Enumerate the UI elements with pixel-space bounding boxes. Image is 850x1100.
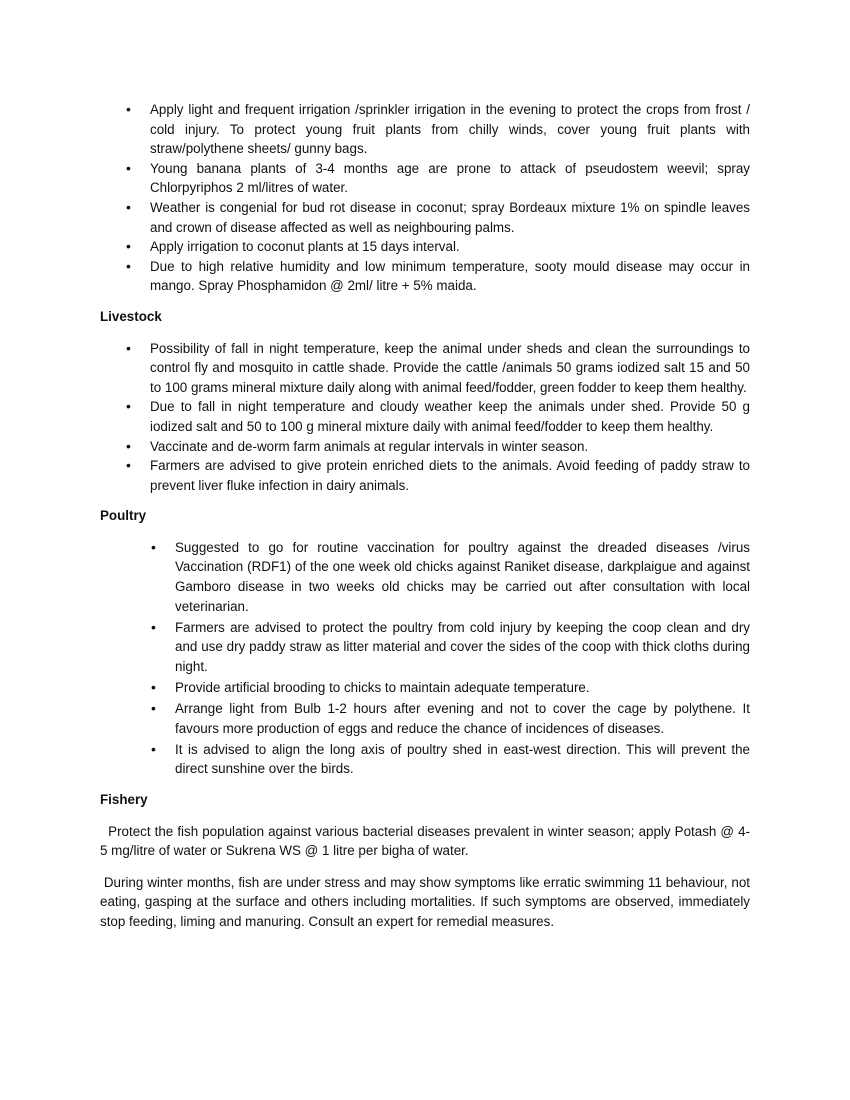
list-item: • Young banana plants of 3-4 months age are prone to attack of pseudostem weevil; spray Chlorpyriphos 2 ml/litres of water. xyxy=(150,159,750,198)
crops-advisory-list xyxy=(100,100,750,296)
list-item: • Due to fall in night temperature and cloudy weather keep the animals under shed. Provide 50 g iodized salt and 50 to 100 g mineral mixture daily with animal feed/fodder to keep them healthy. xyxy=(150,397,750,436)
list-item: • Possibility of fall in night temperature, keep the animal under sheds and clean the surroundings to control fly and mosquito in cattle shade. Provide the cattle /animals 50 grams iodized salt 15 and 50 to 100 grams mineral mixture daily along with animal feed/fodder, green fodder to keep them healthy. xyxy=(150,339,750,398)
fishery-paragraph: Protect the fish population against various bacterial diseases prevalent in winter season; apply Potash @ 4-5 mg/litre of water or Sukrena WS @ 1 litre per bigha of water. xyxy=(100,823,750,859)
poultry-heading: Poultry xyxy=(100,508,147,524)
list-item: • Arrange light from Bulb 1-2 hours after evening and not to cover the cage by polythene. It favours more production of eggs and reduce the chance of incidences of diseases. xyxy=(175,699,750,738)
poultry-advisory-list xyxy=(100,538,750,779)
list-item: • Weather is congenial for bud rot disease in coconut; spray Bordeaux mixture 1% on spindle leaves and crown of disease affected as well as neighbouring palms. xyxy=(150,198,750,237)
fishery-paragraph: During winter months, fish are under stress and may show symptoms like erratic swimming 11 behaviour, not eating, gasping at the surface and others including mortalities. If such symptoms are observed, immediately stop feeding, liming and manuring. Consult an expert for remedial measures. xyxy=(100,874,750,929)
list-item: • Vaccinate and de-worm farm animals at regular intervals in winter season. xyxy=(150,437,750,457)
document-page xyxy=(100,100,750,932)
list-item: • Apply light and frequent irrigation /sprinkler irrigation in the evening to protect the crops from frost / cold injury. To protect young fruit plants from chilly winds, cover young fruit plants with straw/polythene sheets/ gunny bags. xyxy=(150,100,750,159)
livestock-heading: Livestock xyxy=(100,308,162,324)
list-item: • It is advised to align the long axis of poultry shed in east-west direction. This will prevent the direct sunshine over the birds. xyxy=(175,740,750,779)
list-item: • Suggested to go for routine vaccination for poultry against the dreaded diseases /virus Vaccination (RDF1) of the one week old chicks against Raniket disease, darkplaigue and against Gamboro disease in two weeks old chicks may be carried out after consultation with local veterinarian. xyxy=(175,538,750,616)
livestock-advisory-list xyxy=(100,339,750,496)
list-item: • Provide artificial brooding to chicks to maintain adequate temperature. xyxy=(175,678,750,698)
list-item: • Farmers are advised to give protein enriched diets to the animals. Avoid feeding of paddy straw to prevent liver fluke infection in dairy animals. xyxy=(150,456,750,495)
fishery-heading: Fishery xyxy=(100,792,148,807)
list-item: • Apply irrigation to coconut plants at 15 days interval. xyxy=(150,237,750,257)
list-item: • Due to high relative humidity and low minimum temperature, sooty mould disease may occur in mango. Spray Phosphamidon @ 2ml/ litre + 5% maida. xyxy=(150,257,750,296)
list-item: • Farmers are advised to protect the poultry from cold injury by keeping the coop clean and dry and use dry paddy straw as litter material and cover the sides of the coop with thick cloths during night. xyxy=(175,618,750,677)
